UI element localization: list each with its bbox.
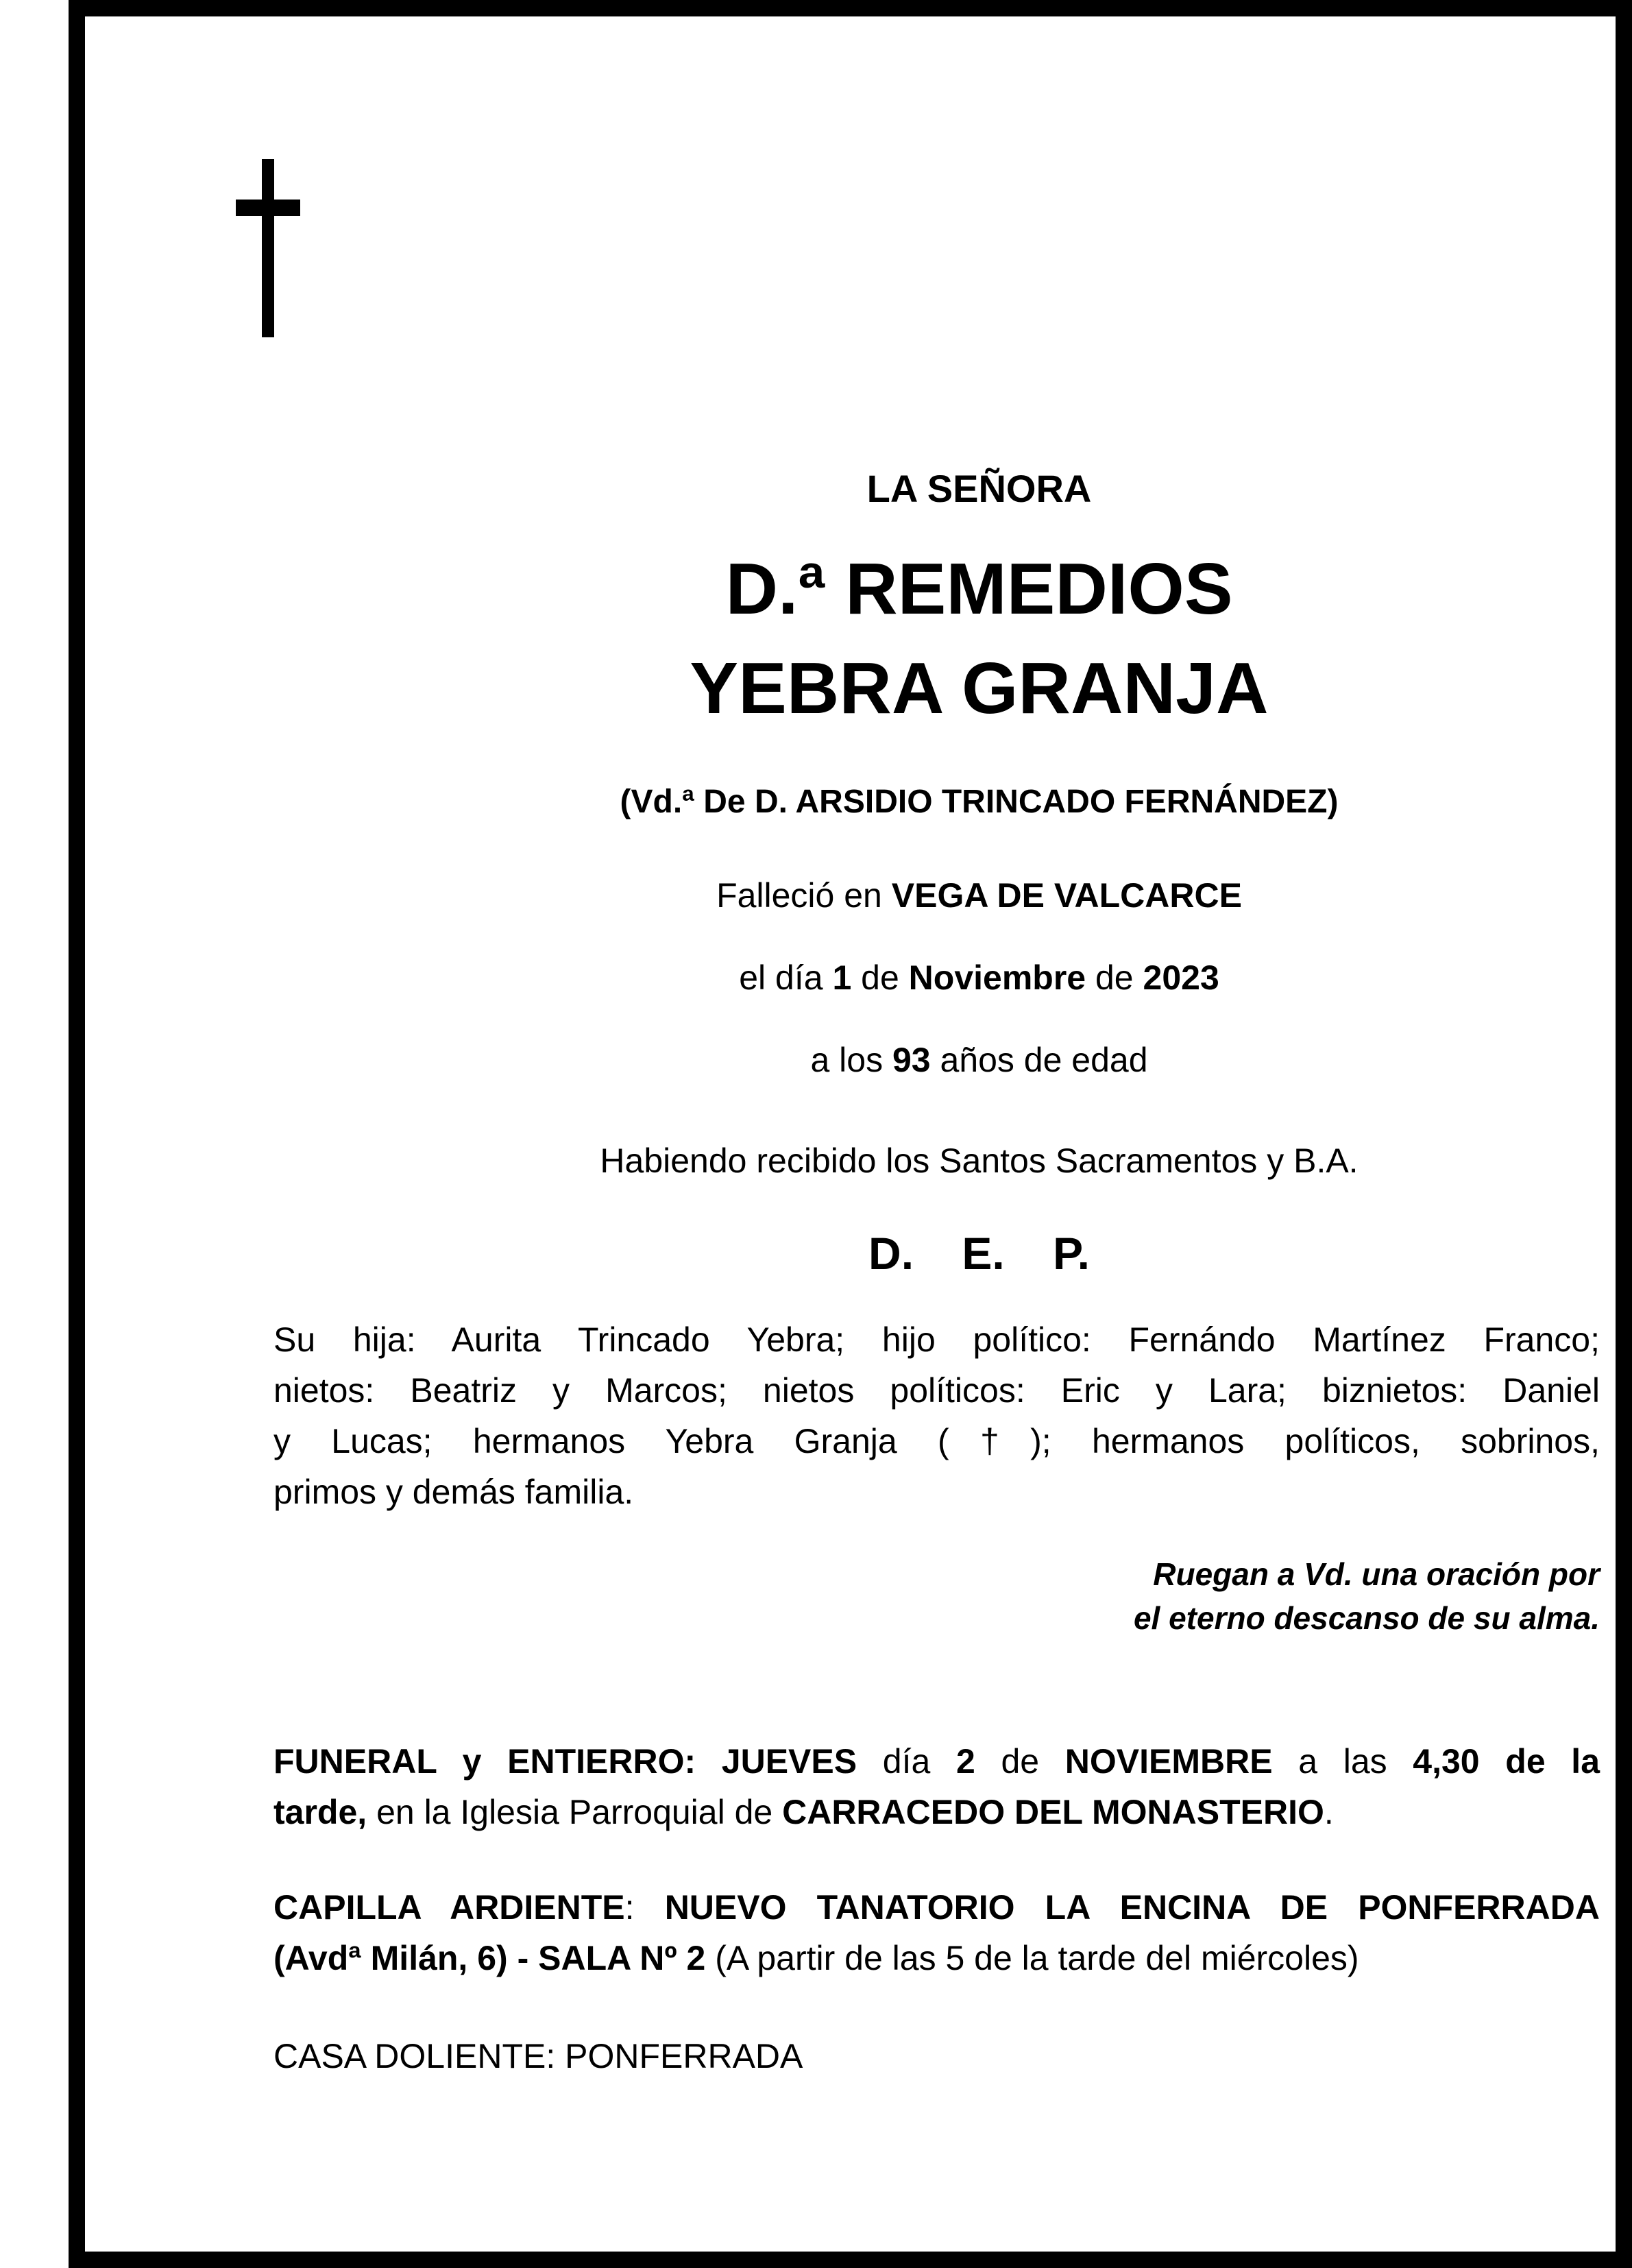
text-run: NOVIEMBRE xyxy=(1064,1742,1273,1781)
text-run: (Avdª Milán, 6) - SALA Nº 2 xyxy=(273,1939,706,1977)
text-run: tarde, xyxy=(273,1793,367,1831)
text-run: y Lucas; hermanos Yebra Granja (†); hermanos políticos, sobrinos, xyxy=(273,1422,1600,1460)
text-run: Noviembre xyxy=(908,958,1086,997)
cross-vertical-bar xyxy=(262,159,274,337)
sacraments-line: Habiendo recibido los Santos Sacramentos y B.A. xyxy=(600,1142,1359,1180)
text-run: 2 xyxy=(955,1742,975,1781)
text-line xyxy=(273,1736,1600,1787)
text-line xyxy=(273,1365,1600,1416)
text-run: primos y demás familia. xyxy=(273,1473,634,1511)
content-column xyxy=(273,16,1600,2268)
text-run: a las xyxy=(1272,1742,1413,1781)
text-run: Falleció en xyxy=(716,876,892,915)
prayer-line-1: Ruegan a Vd. una oración por xyxy=(1153,1556,1600,1592)
wake-chapel-announcement xyxy=(273,1882,1600,1983)
mourning-home-line xyxy=(273,2031,1600,2082)
text-run: (A partir de las 5 de la tarde del miércoles) xyxy=(705,1939,1359,1977)
text-run: VEGA DE VALCARCE xyxy=(891,876,1242,915)
prayer-line-2: el eterno descanso de su alma. xyxy=(1133,1600,1600,1636)
text-run: en la Iglesia Parroquial de xyxy=(367,1793,783,1831)
text-run: de xyxy=(975,1742,1065,1781)
rip-abbreviation: D. E. P. xyxy=(868,1228,1090,1279)
text-run: Su hija: Aurita Trincado Yebra; hijo político: Fernándo Martínez Franco; xyxy=(273,1320,1600,1359)
deceased-name-line2: YEBRA GRANJA xyxy=(690,648,1269,729)
age-line xyxy=(273,1040,1600,1080)
text-run: 1 xyxy=(832,958,852,997)
family-paragraph xyxy=(273,1314,1600,1517)
prayer-request xyxy=(273,1552,1600,1640)
text-run: de xyxy=(851,958,909,997)
text-line xyxy=(273,1416,1600,1467)
text-run: NUEVO TANATORIO LA ENCINA DE PONFERRADA xyxy=(664,1888,1600,1927)
text-run: FUNERAL y ENTIERRO: JUEVES xyxy=(273,1742,857,1781)
death-date-line xyxy=(273,958,1600,998)
deceased-name-line1: D.ª REMEDIOS xyxy=(725,548,1233,629)
text-line xyxy=(273,1314,1600,1365)
text-run: CAPILLA ARDIENTE xyxy=(273,1888,625,1927)
text-line xyxy=(273,1933,1600,1983)
text-line xyxy=(273,2031,1600,2082)
text-run: día xyxy=(857,1742,956,1781)
text-run: . xyxy=(1324,1793,1334,1831)
honorific-title: LA SEÑORA xyxy=(866,467,1092,510)
text-run: : xyxy=(624,1888,665,1927)
widow-of-line: (Vd.ª De D. ARSIDIO TRINCADO FERNÁNDEZ) xyxy=(620,784,1339,820)
text-run: de xyxy=(1086,958,1143,997)
text-run: CARRACEDO DEL MONASTERIO xyxy=(782,1793,1324,1831)
text-run: 93 xyxy=(892,1041,931,1079)
text-run: el día xyxy=(739,958,833,997)
death-place-line xyxy=(273,876,1600,915)
text-line xyxy=(273,1787,1600,1837)
border-frame xyxy=(69,0,1632,2268)
funeral-announcement xyxy=(273,1736,1600,1837)
text-run: nietos: Beatriz y Marcos; nietos políticos: Eric y Lara; biznietos: Daniel xyxy=(273,1371,1600,1410)
text-run: 2023 xyxy=(1143,958,1219,997)
text-run: CASA DOLIENTE: PONFERRADA xyxy=(273,2037,803,2075)
text-run: a los xyxy=(810,1041,892,1079)
text-run: 4,30 de la xyxy=(1413,1742,1600,1781)
text-run: años de edad xyxy=(930,1041,1148,1079)
text-line xyxy=(273,1882,1600,1933)
text-line xyxy=(273,1467,1600,1517)
